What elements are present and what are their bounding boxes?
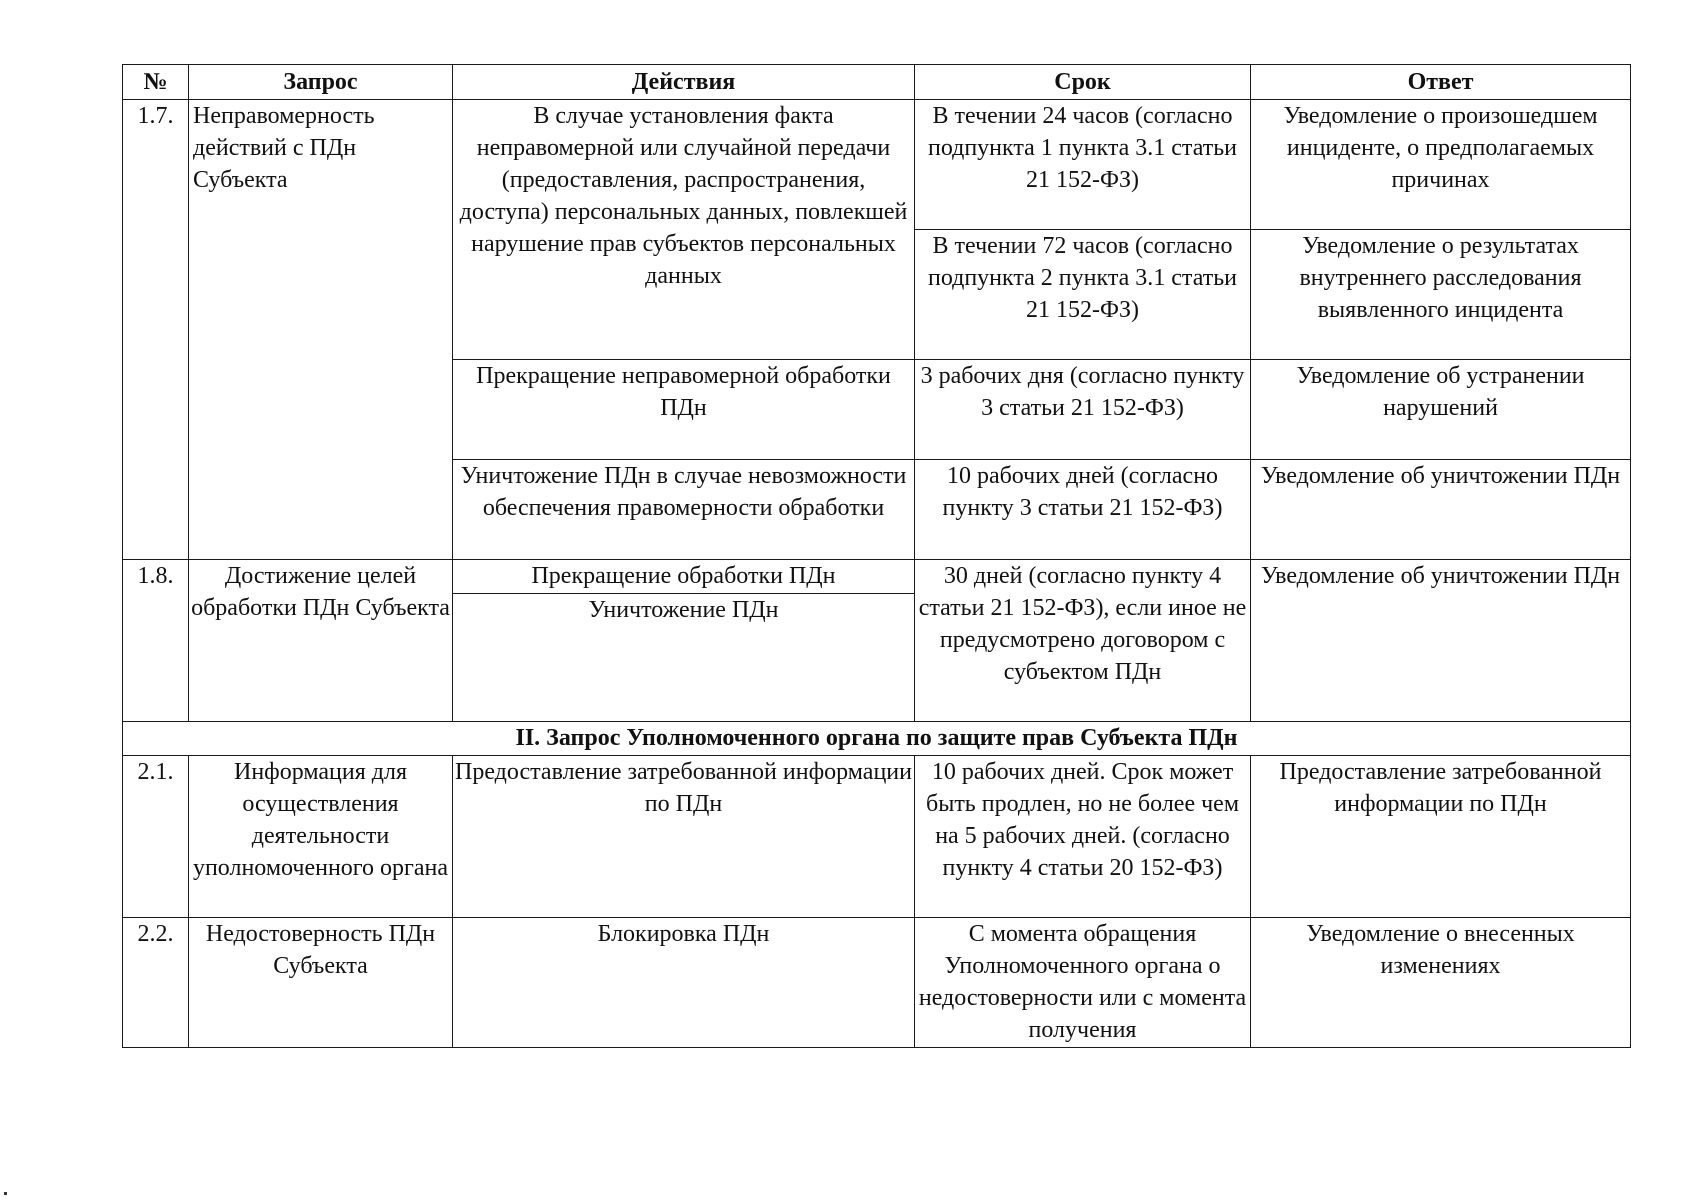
requests-table (122, 64, 1631, 1048)
term-cell: В течении 24 часов (согласно подпункта 1 пункта 3.1 статьи 21 152-ФЗ) (915, 100, 1251, 230)
header-term: Срок (915, 65, 1251, 100)
answer-cell: Уведомление о внесенных изменениях (1251, 918, 1631, 1048)
header-num: № (123, 65, 189, 100)
request-cell: Неправомерность действий с ПДн Субъекта (189, 100, 453, 560)
header-answer: Ответ (1251, 65, 1631, 100)
answer-cell: Уведомление об устранении нарушений (1251, 360, 1631, 460)
request-cell: Информация для осуществления деятельности уполномоченного органа (189, 756, 453, 918)
answer-cell: Уведомление об уничтожении ПДн (1251, 560, 1631, 722)
term-cell: 30 дней (согласно пункту 4 статьи 21 152-ФЗ), если иное не предусмотрено договором с субъектом ПДн (915, 560, 1251, 722)
scan-mark (4, 1192, 7, 1195)
table-row (123, 560, 1631, 594)
term-cell: 10 рабочих дней (согласно пункту 3 статьи 21 152-ФЗ) (915, 460, 1251, 560)
table-row (123, 756, 1631, 918)
header-actions: Действия (453, 65, 915, 100)
action-cell: Прекращение неправомерной обработки ПДн (453, 360, 915, 460)
section-heading: II. Запрос Уполномоченного органа по защите прав Субъекта ПДн (123, 722, 1631, 756)
table-header-row (123, 65, 1631, 100)
row-number: 1.8. (123, 560, 189, 722)
answer-cell: Уведомление об уничтожении ПДн (1251, 460, 1631, 560)
section-row (123, 722, 1631, 756)
header-request: Запрос (189, 65, 453, 100)
action-cell: В случае установления факта неправомерной или случайной передачи (предоставления, распространения, доступа) персональных данных, повлекшей нарушение прав субъектов персональных данных (453, 100, 915, 360)
action-cell: Уничтожение ПДн (453, 594, 915, 722)
row-number: 2.1. (123, 756, 189, 918)
answer-cell: Уведомление о произошедшем инциденте, о предполагаемых причинах (1251, 100, 1631, 230)
table-row (123, 918, 1631, 1048)
row-number: 2.2. (123, 918, 189, 1048)
action-cell: Прекращение обработки ПДн (453, 560, 915, 594)
request-cell: Достижение целей обработки ПДн Субъекта (189, 560, 453, 722)
table-row (123, 100, 1631, 230)
answer-cell: Уведомление о результатах внутреннего расследования выявленного инцидента (1251, 230, 1631, 360)
action-cell: Блокировка ПДн (453, 918, 915, 1048)
row-number: 1.7. (123, 100, 189, 560)
term-cell: С момента обращения Уполномоченного органа о недостоверности или с момента получения (915, 918, 1251, 1048)
term-cell: 3 рабочих дня (согласно пункту 3 статьи 21 152-ФЗ) (915, 360, 1251, 460)
answer-cell: Предоставление затребованной информации по ПДн (1251, 756, 1631, 918)
action-cell: Предоставление затребованной информации по ПДн (453, 756, 915, 918)
term-cell: 10 рабочих дней. Срок может быть продлен, но не более чем на 5 рабочих дней. (согласно пункту 4 статьи 20 152-ФЗ) (915, 756, 1251, 918)
term-cell: В течении 72 часов (согласно подпункта 2 пункта 3.1 статьи 21 152-ФЗ) (915, 230, 1251, 360)
action-cell: Уничтожение ПДн в случае невозможности обеспечения правомерности обработки (453, 460, 915, 560)
request-cell: Недостоверность ПДн Субъекта (189, 918, 453, 1048)
